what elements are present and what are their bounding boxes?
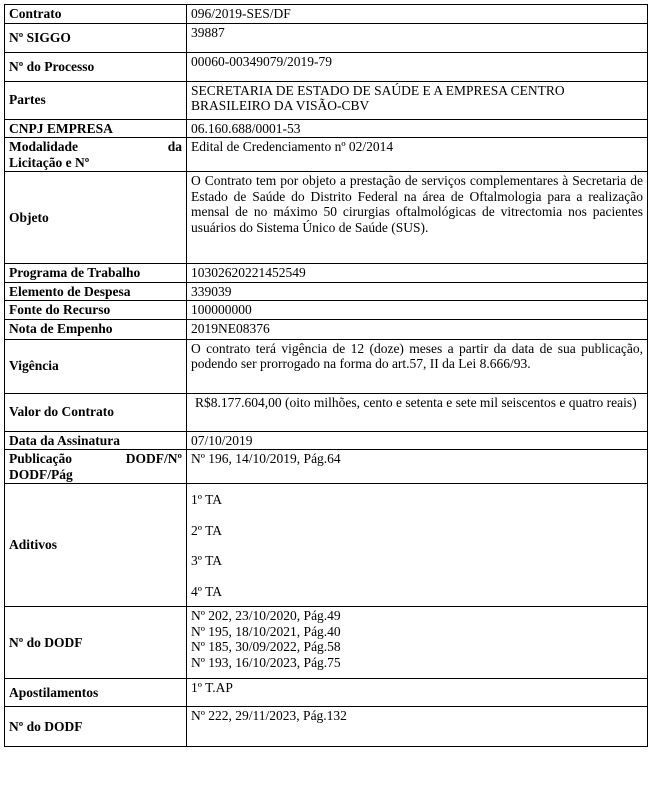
label-vigencia: Vigência (5, 339, 187, 393)
value-processo: 00060-00349079/2019-79 (187, 52, 648, 81)
label-fonte: Fonte do Recurso (5, 301, 187, 320)
value-contrato: 096/2019-SES/DF (187, 5, 648, 24)
label-siggo: Nº SIGGO (5, 23, 187, 52)
row-dodf-apostilamentos (5, 707, 648, 747)
aditivo-item: 2º TA (191, 522, 222, 538)
label-programa: Programa de Trabalho (5, 264, 187, 283)
value-siggo: 39887 (187, 23, 648, 52)
value-aditivos (187, 484, 648, 607)
value-objeto: O Contrato tem por objeto a prestação de serviços complementares à Secretaria de Estado de Saúde do Distrito Federal na área de Oftalmologia para a realização mensal de no máximo 50 cirurgias oftalmológicas de vitrectomia nos pacientes usuários do Sistema Único de Saúde (SUS). (187, 172, 648, 264)
value-vigencia: O contrato terá vigência de 12 (doze) meses a partir da data de sua publicação, podendo ser prorrogado na forma do art.57, II da Lei 8.666/93. (187, 339, 648, 393)
row-publicacao (5, 450, 648, 484)
row-fonte (5, 301, 648, 320)
label-valor: Valor do Contrato (5, 393, 187, 431)
label-modalidade-line1: Modalidade da (9, 139, 182, 154)
label-publicacao-line2: DODF/Pág (9, 466, 73, 482)
label-publicacao-line1: Publicação DODF/Nº (9, 451, 182, 466)
row-siggo (5, 23, 648, 52)
label-modalidade-line2: Licitação e Nº (9, 154, 90, 170)
label-modalidade (5, 138, 187, 172)
row-aditivos (5, 484, 648, 607)
label-elemento: Elemento de Despesa (5, 282, 187, 301)
label-processo: Nº do Processo (5, 52, 187, 81)
label-dodf-aditivos: Nº do DODF (5, 607, 187, 679)
row-contrato (5, 5, 648, 24)
label-apostilamentos: Apostilamentos (5, 679, 187, 707)
row-processo (5, 52, 648, 81)
value-dodf-apostilamentos: Nº 222, 29/11/2023, Pág.132 (187, 707, 648, 747)
row-vigencia (5, 339, 648, 393)
label-publicacao (5, 450, 187, 484)
row-dodf-aditivos (5, 607, 648, 679)
label-dodf-apostilamentos: Nº do DODF (5, 707, 187, 747)
row-elemento (5, 282, 648, 301)
label-contrato: Contrato (5, 5, 187, 24)
value-empenho: 2019NE08376 (187, 319, 648, 339)
row-objeto (5, 172, 648, 264)
value-assinatura: 07/10/2019 (187, 431, 648, 450)
value-dodf-aditivos (187, 607, 648, 679)
value-elemento: 339039 (187, 282, 648, 301)
row-apostilamentos (5, 679, 648, 707)
row-modalidade (5, 138, 648, 172)
row-partes (5, 81, 648, 119)
dodf-item: Nº 193, 16/10/2023, Pág.75 (191, 654, 341, 670)
value-fonte: 100000000 (187, 301, 648, 320)
value-partes: SECRETARIA DE ESTADO DE SAÚDE E A EMPRESA CENTRO BRASILEIRO DA VISÃO-CBV (187, 81, 648, 119)
row-cnpj (5, 119, 648, 138)
aditivo-item: 1º TA (191, 492, 222, 507)
row-assinatura (5, 431, 648, 450)
row-valor (5, 393, 648, 431)
label-assinatura: Data da Assinatura (5, 431, 187, 450)
label-partes: Partes (5, 81, 187, 119)
dodf-item: Nº 195, 18/10/2021, Pág.40 (191, 623, 341, 639)
value-apostilamentos: 1º T.AP (187, 679, 648, 707)
row-empenho (5, 319, 648, 339)
contract-summary-table (4, 4, 648, 747)
aditivo-item: 4º TA (191, 583, 222, 599)
value-programa: 10302620221452549 (187, 264, 648, 283)
dodf-item: Nº 202, 23/10/2020, Pág.49 (191, 608, 341, 623)
label-objeto: Objeto (5, 172, 187, 264)
label-aditivos: Aditivos (5, 484, 187, 607)
label-empenho: Nota de Empenho (5, 319, 187, 339)
value-modalidade: Edital de Credenciamento nº 02/2014 (187, 138, 648, 172)
value-valor: R$8.177.604,00 (oito milhões, cento e setenta e sete mil seiscentos e quatro reais) (187, 393, 648, 431)
aditivo-item: 3º TA (191, 553, 222, 568)
value-cnpj: 06.160.688/0001-53 (187, 119, 648, 138)
label-cnpj: CNPJ EMPRESA (5, 119, 187, 138)
dodf-item: Nº 185, 30/09/2022, Pág.58 (191, 639, 341, 654)
value-publicacao: Nº 196, 14/10/2019, Pág.64 (187, 450, 648, 484)
row-programa (5, 264, 648, 283)
